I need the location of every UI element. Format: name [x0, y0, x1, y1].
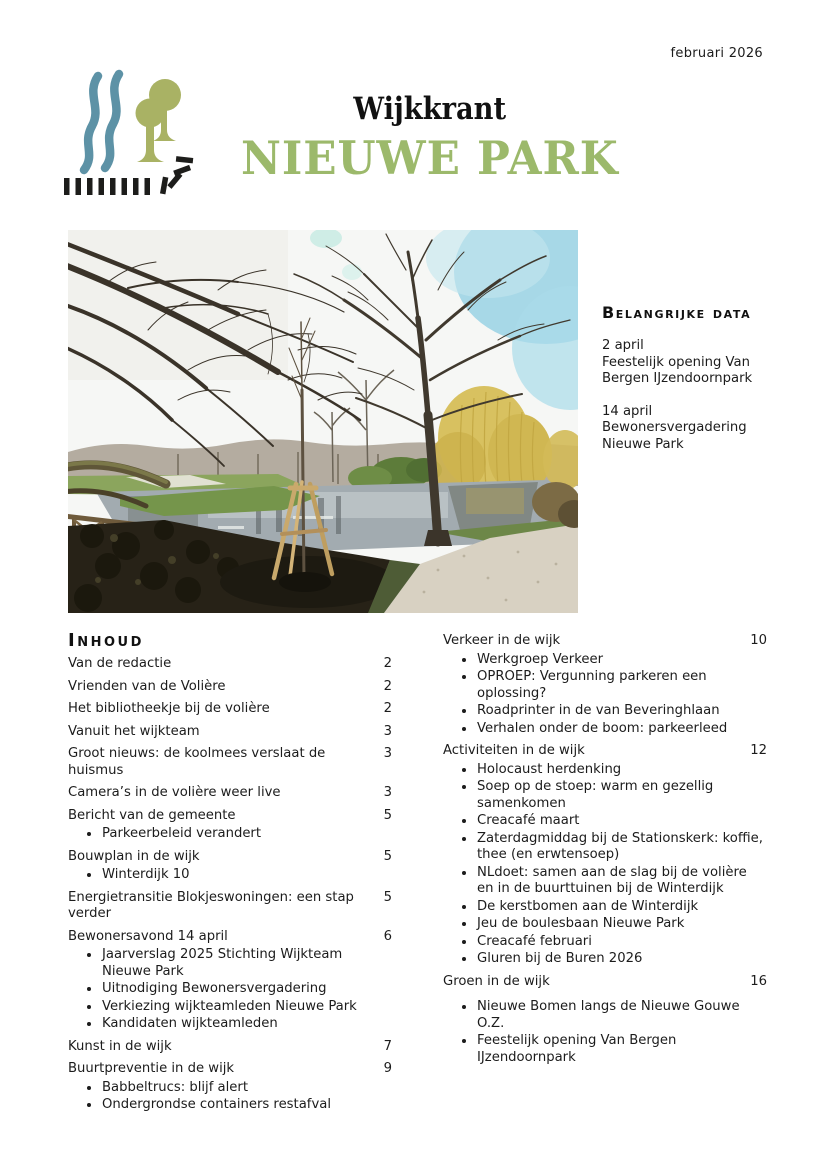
- masthead-title: NIEUWE PARK: [241, 131, 619, 185]
- toc-bullet-item: • De kerstbomen aan de Winterdijk: [476, 899, 767, 916]
- important-dates-heading: Belangrijke data: [602, 303, 752, 322]
- toc-entry-page: 16: [750, 973, 767, 989]
- toc-entry: [68, 1061, 392, 1114]
- toc-bullet-item: • Babbeltrucs: blijf alert: [101, 1080, 392, 1097]
- toc-entry-page: 3: [383, 723, 392, 739]
- toc-entry-page: 12: [750, 743, 767, 758]
- toc-entry-page: 2: [383, 656, 392, 671]
- toc-entry-page: 5: [383, 848, 392, 864]
- toc-bullet-item: • Nieuwe Bomen langs de Nieuwe Gouwe O.Z.: [476, 999, 767, 1032]
- toc-bullet-item: • Roadprinter in de van Beveringhlaan: [476, 703, 767, 720]
- toc-entry-title: Energietransitie Blokjeswoningen: een stap verder: [68, 889, 354, 921]
- toc-entry: [68, 701, 392, 718]
- toc-entry-title: Groot nieuws: de koolmees verslaat de huismus: [68, 746, 326, 778]
- toc-entry-title: Groen in de wijk: [443, 973, 550, 989]
- toc-bullet-item: • Kandidaten wijkteamleden: [101, 1016, 392, 1033]
- toc-bullet-item: • Ondergrondse containers restafval: [101, 1097, 392, 1114]
- toc-bullet-list: [443, 762, 767, 968]
- toc-entry-title: Vanuit het wijkteam: [68, 723, 200, 739]
- toc-entry-page: 9: [383, 1061, 392, 1076]
- toc-entry-title: Verkeer in de wijk: [443, 633, 561, 648]
- railway-ties-icon: [64, 156, 193, 195]
- park-photo-illustration: [68, 230, 578, 613]
- toc-entry: [443, 633, 767, 737]
- toc-entry: [68, 785, 392, 802]
- toc-entry: [68, 656, 392, 673]
- toc-bullet-item: • Werkgroep Verkeer: [476, 652, 767, 669]
- toc-bullet-list: [443, 652, 767, 738]
- toc-entry: [68, 890, 392, 923]
- toc-bullet-item: • Verhalen onder de boom: parkeerleed: [476, 721, 767, 738]
- important-dates-list: [602, 338, 774, 453]
- toc-bullet-item: • Verkiezing wijkteamleden Nieuwe Park: [101, 999, 392, 1016]
- toc-bullet-item: • NLdoet: samen aan de slag bij de volière en in de buurttuinen bij de Winterdijk: [476, 865, 767, 898]
- toc-entry-page: 6: [383, 928, 392, 944]
- toc-entry: [68, 929, 392, 1033]
- toc-entry-page: 3: [383, 746, 392, 761]
- toc-bullet-item: • Jaarverslag 2025 Stichting Wijkteam Nieuwe Park: [101, 947, 392, 980]
- toc-bullet-list: [68, 826, 392, 843]
- toc-bullet-item: • Soep op de stoep: warm en gezellig samenkomen: [476, 779, 767, 812]
- toc-bullet-item: • Creacafé maart: [476, 813, 767, 830]
- toc-entry-title: Buurtpreventie in de wijk: [68, 1061, 235, 1076]
- toc-bullet-item: • Holocaust herdenking: [476, 762, 767, 779]
- toc-entry: [68, 724, 392, 741]
- toc-entry-title: Camera’s in de volière weer live: [68, 785, 281, 800]
- toc-entry: [443, 974, 767, 1067]
- toc-bullet-list: [68, 947, 392, 1033]
- toc-bullet-item: • Zaterdagmiddag bij de Stationskerk: koffie, thee (en erwtensoep): [476, 831, 767, 864]
- toc-entry: [68, 849, 392, 884]
- toc-entry-page: 3: [383, 785, 392, 800]
- important-date-event: [602, 404, 774, 454]
- important-date-event: [602, 338, 774, 388]
- toc-entry-page: 5: [383, 889, 392, 905]
- toc-bullet-list: [443, 999, 767, 1066]
- toc-bullet-item: • Uitnodiging Bewonersvergadering: [101, 981, 392, 998]
- neighbourhood-logo: [62, 62, 205, 205]
- toc-bullet-item: • OPROEP: Vergunning parkeren een oplossing?: [476, 669, 767, 702]
- toc-bullet-list: [68, 867, 392, 884]
- toc-entry-title: Kunst in de wijk: [68, 1038, 172, 1054]
- toc-bullet-item: • Creacafé februari: [476, 934, 767, 951]
- issue-date: februari 2026: [670, 46, 763, 61]
- toc-entry: [68, 746, 392, 779]
- event-date: 2 april: [602, 338, 644, 353]
- toc-entry: [68, 808, 392, 843]
- toc-entry-page: 7: [383, 1038, 392, 1054]
- toc-entry-title: Het bibliotheekje bij de volière: [68, 701, 270, 716]
- toc-bullet-item: • Gluren bij de Buren 2026: [476, 951, 767, 968]
- toc-entry-page: 10: [750, 633, 767, 648]
- toc-column-right: [443, 633, 767, 1072]
- toc-bullet-list: [68, 1080, 392, 1114]
- toc-entry-page: 2: [383, 701, 392, 716]
- park-trees-icon: [136, 79, 182, 162]
- toc-bullet-item: • Feestelijk opening Van Bergen IJzendoornpark: [476, 1033, 767, 1066]
- toc-entry-title: Bericht van de gemeente: [68, 807, 236, 823]
- toc-heading: Inhoud: [68, 630, 144, 651]
- park-photo: [68, 230, 578, 613]
- toc-entry: [68, 679, 392, 696]
- toc-column-left: [68, 656, 392, 1120]
- event-description: Feestelijk opening Van Bergen IJzendoornpark: [602, 354, 753, 386]
- toc-entry-title: Van de redactie: [68, 656, 172, 671]
- toc-entry-title: Bouwplan in de wijk: [68, 848, 200, 864]
- toc-entry: [68, 1039, 392, 1056]
- event-description: Bewonersvergadering Nieuwe Park: [602, 420, 747, 452]
- toc-entry-title: Bewonersavond 14 april: [68, 928, 228, 944]
- important-dates-panel: [602, 303, 774, 469]
- water-waves-icon: [84, 74, 119, 170]
- toc-bullet-item: • Winterdijk 10: [101, 867, 392, 884]
- toc-bullet-item: • Jeu de boulesbaan Nieuwe Park: [476, 916, 767, 933]
- toc-entry: [443, 743, 767, 968]
- masthead: [220, 91, 640, 185]
- toc-entry-page: 5: [383, 807, 392, 823]
- toc-entry-page: 2: [383, 678, 392, 694]
- toc-entry-title: Vrienden van de Volière: [68, 678, 226, 694]
- masthead-kicker: Wijkkrant: [353, 91, 507, 127]
- toc-bullet-item: • Parkeerbeleid verandert: [101, 826, 392, 843]
- event-date: 14 april: [602, 403, 653, 419]
- toc-entry-title: Activiteiten in de wijk: [443, 743, 585, 758]
